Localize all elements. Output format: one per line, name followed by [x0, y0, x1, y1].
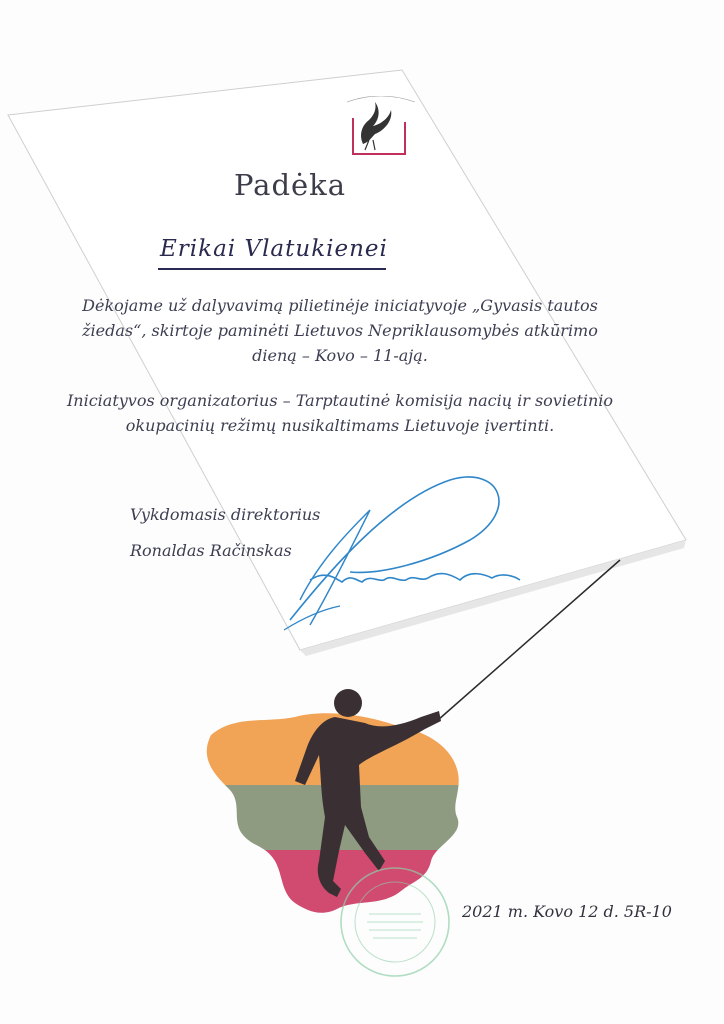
director-role: Vykdomasis direktorius [130, 505, 321, 524]
handwritten-signature [270, 470, 540, 640]
stork-logo-icon [335, 96, 425, 166]
recipient-underline [158, 268, 386, 270]
organizer-paragraph: Iniciatyvos organizatorius – Tarptautinė komisija nacių ir sovietinio okupacinių režimų nusikaltimams Lietuvoje įvertinti. [66, 391, 614, 435]
school-stamp [335, 862, 455, 982]
date-reference: 2021 m. Kovo 12 d. 5R-10 [462, 902, 672, 921]
recipient-name: Erikai Vlatukienei [160, 236, 388, 262]
director-name: Ronaldas Račinskas [130, 541, 292, 560]
round-stamp [335, 862, 455, 982]
certificate-title: Padėka [233, 168, 347, 202]
director-signature [270, 470, 540, 640]
organization-logo [335, 96, 425, 166]
thanks-paragraph: Dėkojame už dalyvavimą pilietinėje iniciatyvoje „Gyvasis tautos žiedas“, skirtoje paminėti Lietuvos Nepriklausomybės atkūrimo dieną – Kovo – 11-ają. [82, 296, 598, 365]
